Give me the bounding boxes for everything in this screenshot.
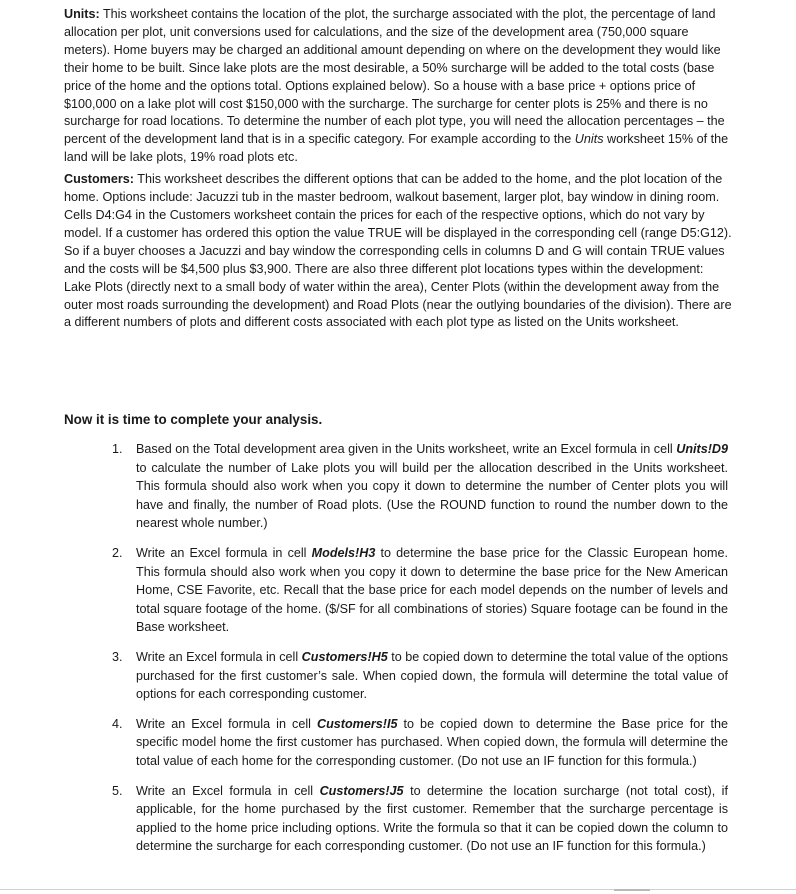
task-item	[112, 544, 728, 637]
document-page	[64, 6, 732, 854]
task-text: to calculate the number of Lake plots you will build per the allocation described in the Units worksheet. This formula should also work when you copy it down to determine the number of Center plots you will have and finally, the number of Road plots. (Use the ROUND function to round the number down to the nearest whole number.)	[136, 460, 728, 531]
task-text: to determine the base price for the Classic European home. This formula should also work when you copy it down to determine the base price for the New American Home, CSE Favorite, etc. Recall that the base price for each model depends on the number of levels and total square footage of the home. ($/SF for all combinations of stories) Square footage can be found in the Base worksheet.	[136, 545, 728, 635]
task-item	[112, 648, 728, 704]
page-bottom-divider	[0, 889, 796, 890]
cell-reference: Customers!H5	[301, 649, 388, 664]
task-number: 4.	[112, 716, 123, 731]
customers-text: This worksheet describes the different options that can be added to the home, and the plot location of the home. Options include: Jacuzzi tub in the master bedroom, walkout basement, larger plot, bay window in dining room. Cells D4:G4 in the Customers worksheet contain the prices for each of the respective options, which do not vary by model. If a customer has ordered this option the value TRUE will be displayed in the corresponding cell (range D5:G12). So if a buyer chooses a Jacuzzi and bay window the corresponding cells in columns D and G will contain TRUE values and the costs will be $4,500 plus $3,900. There are also three different plot locations types within the development: Lake Plots (directly next to a small body of water within the area), Center Plots (within the development away from the outer most roads surrounding the development) and Road Plots (near the outlying boundaries of the division). There are a different numbers of plots and different costs associated with each plot type as listed on the Units worksheet.	[64, 172, 732, 330]
task-number: 2.	[112, 545, 123, 560]
task-text: Based on the Total development area given in the Units worksheet, write an Excel formula in cell	[136, 442, 677, 456]
task-text: to be copied down to determine the Base price for the specific model home the first customer has purchased. When copied down, the formula will determine the total value of each home for the corresponding customer. (Do not use an IF function for this formula.)	[136, 716, 728, 768]
page-bottom-marker	[614, 889, 650, 891]
units-text: This worksheet contains the location of the plot, the surcharge associated with the plot, the percentage of land allocation per plot, unit conversions used for calculations, and the size of the development area (750,000 square meters). Home buyers may be charged an additional amount depending on where on the development they would like their home to be built. Since lake plots are the most desirable, a 50% surcharge will be added to the total costs (base price of the home and the options total. Options explained below). So a house with a base price + options price of $100,000 on a lake plot will cost $150,000 with the surcharge. The surcharge for center plots is 25% and there is no surcharge for road locations. To determine the number of each plot type, you will need the allocation percentages – the percent of the development land that is in a specific category. For example according to the	[64, 7, 725, 147]
task-text: Write an Excel formula in cell	[136, 716, 317, 731]
cell-reference: Models!H3	[311, 545, 376, 560]
task-text: to determine the location surcharge (not total cost), if applicable, for the home purchased by the first customer. Remember that the surcharge percentage is applied to the home price including options. Write the formula so that it can be copied down the column to determine the surcharge for each corresponding customer. (Do not use an IF function for this formula.)	[136, 783, 728, 854]
task-number: 1.	[112, 442, 123, 456]
cell-reference: Customers!I5	[316, 716, 398, 731]
task-text: to be copied down to determine the total value of the options purchased for the first customer’s sale. When copied down, the formula will determine the total value of options for each corresponding customer.	[136, 649, 728, 702]
customers-paragraph	[64, 171, 732, 332]
task-item	[112, 782, 728, 856]
task-text: Write an Excel formula in cell	[136, 783, 320, 798]
units-label: Units:	[64, 7, 100, 21]
units-ref: Units	[574, 132, 604, 147]
task-list	[112, 440, 728, 867]
task-number: 3.	[112, 649, 123, 664]
customers-label: Customers:	[64, 172, 134, 187]
task-item	[112, 440, 728, 533]
task-item	[112, 715, 728, 771]
task-number: 5.	[112, 783, 123, 798]
cell-reference: Units!D9	[676, 442, 728, 456]
task-text: Write an Excel formula in cell	[136, 649, 302, 664]
cell-reference: Customers!J5	[319, 783, 404, 798]
units-paragraph	[64, 6, 732, 167]
units-text-2: worksheet 15% of the land will be lake plots, 19% road plots etc.	[64, 132, 729, 165]
task-text: Write an Excel formula in cell	[136, 545, 312, 560]
analysis-heading: Now it is time to complete your analysis.	[64, 412, 323, 427]
